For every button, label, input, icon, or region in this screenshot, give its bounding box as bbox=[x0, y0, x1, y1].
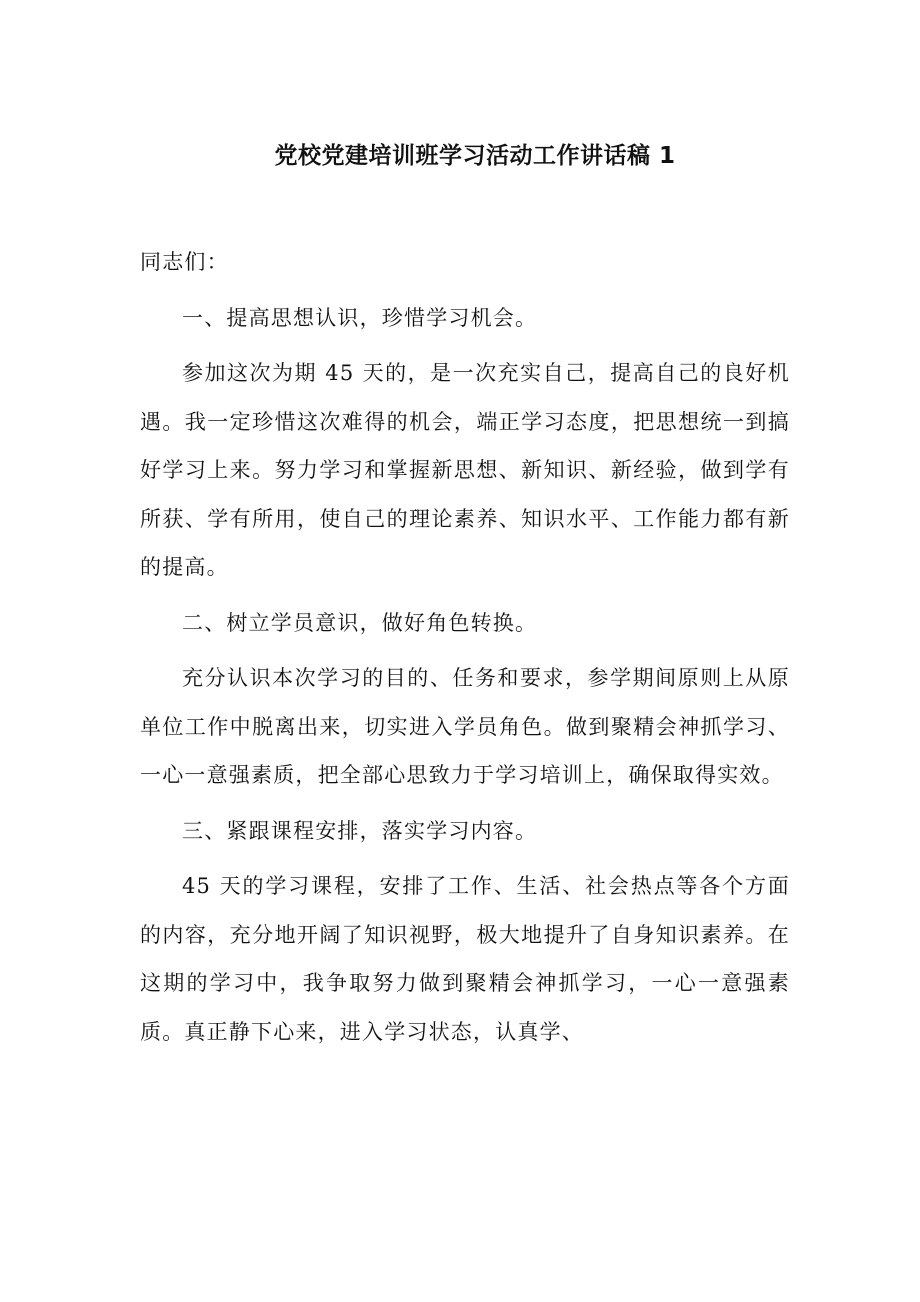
paragraph-2: 充分认识本次学习的目的、任务和要求，参学期间原则上从原单位工作中脱离出来，切实进入学员角色。做到聚精会神抓学习、一心一意强素质，把全部心思致力于学习培训上，确保取得实效。 bbox=[140, 666, 790, 787]
document-title: 党校党建培训班学习活动工作讲话稿 1 bbox=[274, 143, 676, 169]
section-heading-2: 二、树立学员意识，做好角色转换。 bbox=[182, 610, 538, 635]
salutation: 同志们： bbox=[140, 250, 229, 274]
paragraph-1: 参加这次为期 45 天的，是一次充实自己，提高自己的良好机遇。我一定珍惜这次难得的机会，端正学习态度，把思想统一到搞好学习上来。努力学习和掌握新思想、新知识、新经验，做到学有所获、学有所用，使自己的理论素养、知识水平、工作能力都有新的提高。 bbox=[140, 361, 790, 579]
document-body bbox=[140, 238, 790, 1063]
paragraph-3: 45 天的学习课程，安排了工作、生活、社会热点等各个方面的内容，充分地开阔了知识视野，极大地提升了自身知识素养。在这期的学习中，我争取努力做到聚精会神抓学习，一心一意强素质。真正静下心来，进入学习状态，认真学、 bbox=[140, 874, 790, 1044]
section-heading-3: 三、紧跟课程安排，落实学习内容。 bbox=[182, 818, 538, 843]
section-heading-1: 一、提高思想认识，珍惜学习机会。 bbox=[182, 305, 538, 330]
